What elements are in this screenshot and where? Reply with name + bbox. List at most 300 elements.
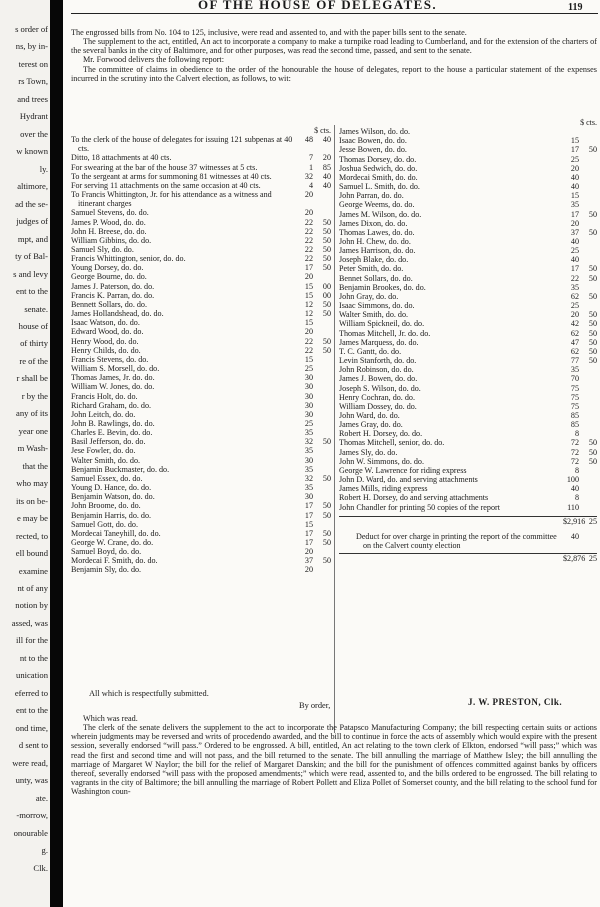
expense-row: [339, 356, 597, 365]
expense-row: [71, 346, 331, 355]
dollars: 17: [304, 263, 313, 273]
dollars: 12: [304, 299, 313, 309]
dollars: 40: [570, 531, 579, 541]
payee-name: Henry Childs, do. do.: [71, 345, 141, 355]
dollars: 37: [570, 227, 579, 237]
fragment-line: ell bound: [15, 548, 48, 559]
cents: 50: [322, 263, 331, 273]
dollars: 8: [574, 493, 579, 503]
expense-row: [71, 337, 331, 346]
cents: 25: [588, 516, 597, 526]
dollars: 30: [304, 455, 313, 465]
dollars: 17: [304, 510, 313, 520]
cents: 40: [322, 180, 331, 190]
dollars: 47: [570, 337, 579, 347]
payee-name: Joshua Sedwich, do. do.: [339, 163, 418, 173]
expense-row: [71, 410, 331, 419]
dollars: 100: [566, 475, 579, 485]
fragment-line: house of: [18, 320, 48, 331]
cents: 40: [322, 135, 331, 145]
dollars: 4: [308, 180, 313, 190]
fragment-line: unication: [16, 670, 48, 681]
payee-name: Jese Fowler, do. do.: [71, 446, 136, 456]
expense-row: [71, 272, 331, 281]
cents: 50: [588, 319, 597, 329]
payee-name: John Leitch, do. do.: [71, 409, 136, 419]
payee-name: Robert H. Dorsey, do and serving attachments: [339, 493, 489, 503]
expense-row: [339, 228, 597, 237]
dollars: 7: [308, 153, 313, 163]
cents: 40: [322, 171, 331, 181]
dollars: 17: [304, 528, 313, 538]
expense-row: [71, 245, 331, 254]
fragment-line: assed, was: [11, 617, 48, 628]
fragment-line: who may: [16, 478, 48, 489]
payee-name: Thomas Lawes, do. do.: [339, 227, 415, 237]
dollars: 8: [574, 429, 579, 439]
expense-row: [339, 384, 597, 393]
cents: 50: [588, 328, 597, 338]
expense-row: [71, 456, 331, 465]
payee-name: Walter Smith, do. do.: [339, 310, 409, 320]
cents: 50: [322, 245, 331, 255]
payee-name: For swearing at the bar of the house 37 witnesses at 5 cts.: [71, 162, 258, 172]
cents: 50: [322, 309, 331, 319]
paragraph: The supplement to the act, entitled, An act to incorporate a company to make a turnpike road leading to Cumberland, and for the extension of the charters of the several banks in the city of Baltimore, and for other purposes, was read the second time, passed, and sent to the senate.: [71, 37, 597, 56]
dollars: 17: [570, 209, 579, 219]
payee-name: John D. Ward, do. and serving attachments: [339, 475, 478, 485]
payee-name: William Spickneil, do. do.: [339, 319, 425, 329]
cents: 50: [322, 501, 331, 511]
dollars: 22: [304, 336, 313, 346]
cents: 50: [588, 227, 597, 237]
payee-name: To Francis Whittington, Jr. for his attendance as a witness and itinerant charges: [71, 190, 272, 209]
previous-page-fragment: [0, 0, 50, 907]
payee-name: James Dixon, do. do.: [339, 218, 408, 228]
payee-name: Ditto, 18 attachments at 40 cts.: [71, 153, 172, 163]
dollars: 22: [304, 245, 313, 255]
expense-row: [71, 218, 331, 227]
payee-name: Joseph S. Wilson, do. do.: [339, 383, 421, 393]
fragment-line: ad the se-: [15, 198, 48, 209]
cents: 50: [588, 438, 597, 448]
dollars: 72: [570, 438, 579, 448]
payee-name: Isaac Watson, do. do.: [71, 318, 140, 328]
payee-name: Benjamin Brookes, do. do.: [339, 282, 426, 292]
dollars: 22: [304, 217, 313, 227]
payee-name: Samuel Sly, do. do.: [71, 245, 134, 255]
cents: 50: [322, 235, 331, 245]
dollars: 42: [570, 319, 579, 329]
dollars: 20: [570, 310, 579, 320]
cents: 85: [322, 162, 331, 172]
fragment-line: onourable: [13, 827, 48, 838]
payee-name: To the sergeant at arms for summoning 81 witnesses at 40 cts.: [71, 171, 272, 181]
expense-row: [339, 374, 597, 383]
expense-row: [71, 300, 331, 309]
payee-name: Benjamin Buckmaster, do. do.: [71, 464, 170, 474]
payee-name: William W. Jones, do. do.: [71, 382, 155, 392]
expense-row: [339, 329, 597, 338]
fragment-line: senate.: [24, 303, 48, 314]
expense-row: [339, 338, 597, 347]
dollars: 22: [304, 235, 313, 245]
payee-name: To the clerk of the house of delegates for issuing 121 subpenas at 40 cts.: [71, 135, 293, 154]
cents: 50: [322, 254, 331, 264]
dollars: 75: [570, 383, 579, 393]
payee-name: Benjamin Sly, do. do.: [71, 565, 142, 575]
cents: 50: [588, 145, 597, 155]
expense-row: [71, 392, 331, 401]
expense-row: [71, 538, 331, 547]
expense-row: [339, 274, 597, 283]
cents: 50: [322, 299, 331, 309]
payee-name: James Harrison, do. do.: [339, 246, 416, 256]
expense-row: [339, 246, 597, 255]
cents: 50: [322, 473, 331, 483]
cents: 50: [322, 556, 331, 566]
payee-name: James Wilson, do. do.: [339, 127, 411, 137]
payee-name: James J. Paterson, do. do.: [71, 281, 155, 291]
cents: 50: [322, 345, 331, 355]
dollars: 72: [570, 456, 579, 466]
payee-name: John W. Simmons, do. do.: [339, 456, 424, 466]
dollars: 20: [570, 218, 579, 228]
fragment-line: its on be-: [16, 495, 48, 506]
payee-name: Levin Stanforth, do. do.: [339, 356, 417, 366]
dollars: 30: [304, 373, 313, 383]
fragment-line: -morrow,: [16, 810, 48, 821]
expense-row: [71, 511, 331, 520]
dollars: 37: [304, 556, 313, 566]
header-rule: [71, 13, 598, 14]
fragment-line: nt to the: [19, 652, 48, 663]
dollars: 35: [304, 483, 313, 493]
expense-row: [71, 208, 331, 217]
dollars: 62: [570, 291, 579, 301]
expense-row: [339, 301, 597, 310]
expense-row: [71, 446, 331, 455]
cents: 25: [588, 554, 597, 564]
cents: 50: [322, 336, 331, 346]
expense-row: [339, 237, 597, 246]
dollars: 25: [570, 154, 579, 164]
payee-name: Isaac Bowen, do. do.: [339, 136, 407, 146]
fragment-line: notion by: [15, 600, 48, 611]
expense-row: [71, 483, 331, 492]
payee-name: James P. Wood, do. do.: [71, 217, 146, 227]
dollars: 75: [570, 401, 579, 411]
dollars: 15: [304, 281, 313, 291]
payee-name: Benjamin Watson, do. do.: [71, 492, 155, 502]
submitted-line: All which is respectfully submitted.: [89, 689, 209, 698]
payee-name: John B. Rawlings, do. do.: [71, 418, 155, 428]
fragment-line: d sent to: [18, 740, 48, 751]
cents: 50: [588, 264, 597, 274]
expense-row: [71, 181, 331, 190]
payee-name: John H. Breese, do. do.: [71, 226, 147, 236]
dollars: 77: [570, 356, 579, 366]
dollars: 35: [304, 464, 313, 474]
expense-row: [339, 420, 597, 429]
fragment-line: re of the: [19, 355, 48, 366]
dollars: 40: [570, 182, 579, 192]
payee-name: Benjamin Harris, do. do.: [71, 510, 152, 520]
expense-row: [339, 200, 597, 209]
dollars: 22: [570, 273, 579, 283]
expense-row: [71, 401, 331, 410]
expense-row: [71, 419, 331, 428]
payee-name: John Chandler for printing 50 copies of the report: [339, 502, 500, 512]
payee-name: Henry Wood, do. do.: [71, 336, 139, 346]
payee-name: James Marquess, do. do.: [339, 337, 419, 347]
column-divider: [334, 125, 335, 733]
dollars: 17: [570, 145, 579, 155]
expense-row: [71, 492, 331, 501]
payee-name: Samuel Gott, do. do.: [71, 519, 138, 529]
fragment-line: r shall be: [16, 373, 48, 384]
payee-name: John Broome, do. do.: [71, 501, 141, 511]
cents: 50: [588, 456, 597, 466]
expense-row: [339, 283, 597, 292]
fragment-line: any of its: [16, 408, 48, 419]
payee-name: Thomas Mitchell, senior, do. do.: [339, 438, 445, 448]
expense-row: [339, 438, 597, 447]
dollars: 110: [567, 502, 579, 512]
payee-name: Bennet Sollars, do. do.: [339, 273, 413, 283]
cents: 00: [322, 281, 331, 291]
cents: 50: [322, 510, 331, 520]
dollars: 20: [304, 208, 313, 218]
dollars: 25: [570, 301, 579, 311]
fragment-line: terest on: [18, 58, 48, 69]
dollars: 72: [570, 447, 579, 457]
dollars: 12: [304, 309, 313, 319]
payee-name: George Weems, do. do.: [339, 200, 415, 210]
payee-name: James Mills, riding express: [339, 484, 428, 494]
expense-row: [339, 411, 597, 420]
payee-name: James Sly, do. do.: [339, 447, 398, 457]
expense-row: [339, 219, 597, 228]
paragraph: Mr. Forwood delivers the following report:: [83, 55, 224, 65]
expense-row: [71, 163, 331, 172]
payee-name: James J. Bowen, do. do.: [339, 374, 418, 384]
fragment-line: mpt, and: [17, 233, 48, 244]
dollars: 40: [570, 484, 579, 494]
payee-name: John Parran, do. do.: [339, 191, 404, 201]
cents: 50: [588, 310, 597, 320]
fragment-line: ent to the: [16, 705, 48, 716]
expense-row: [71, 565, 331, 574]
dollars: 15: [304, 290, 313, 300]
expense-row: [71, 227, 331, 236]
cents: 00: [322, 290, 331, 300]
fragment-line: were read,: [12, 757, 48, 768]
dollars: 35: [570, 200, 579, 210]
page-number: 119: [568, 2, 583, 13]
fragment-line: judges of: [16, 216, 48, 227]
expense-row: [71, 382, 331, 391]
expense-row: [339, 136, 597, 145]
payee-name: William Dossey, do. do.: [339, 401, 417, 411]
expense-row: [339, 210, 597, 219]
expense-row: [339, 503, 597, 512]
payee-name: Samuel Boyd, do. do.: [71, 547, 142, 557]
payee-name: William Gibbins, do. do.: [71, 235, 152, 245]
fragment-line: m Wash-: [17, 443, 48, 454]
intro-text: [71, 28, 597, 83]
dollars: 15: [304, 354, 313, 364]
expense-row: [339, 127, 597, 136]
expense-row: [71, 153, 331, 162]
expense-list-right: [339, 118, 597, 563]
fragment-line: that the: [22, 460, 48, 471]
dollars: 1: [308, 162, 313, 172]
expense-row: [339, 292, 597, 301]
cents: 50: [322, 437, 331, 447]
cents: 50: [322, 528, 331, 538]
cents: 50: [588, 337, 597, 347]
payee-name: John Ward, do. do.: [339, 410, 400, 420]
fragment-line: w known: [16, 146, 48, 157]
dollars: 20: [304, 190, 313, 200]
expense-row: [71, 547, 331, 556]
expense-row: [339, 457, 597, 466]
payee-name: Jesse Bowen, do. do.: [339, 145, 407, 155]
expense-row: [339, 347, 597, 356]
expense-row: [71, 327, 331, 336]
paragraph: The clerk of the senate delivers the supplement to the act to incorporate the Patapsco Manufacturing Company; the bill respecting certain suits or actions wherein judgments may be reversed and writs of procedendo awarded, and the bill to continue in force the acts of assembly which would expire with the present session, severally endorsed “will pass.” Ordered to be engrossed. A bill, entitled, An act relating to the town clerk of Elkton, endorsed “will pass;” which was read the first and second time and will not pass, and the bill returned to the senate. The bill annulling the marriage of Matthew Isley; the bill annulling the marriage of Margaret W Naylor; the bill for the relief of Margaret Danskin; and the bill for the punishment of offences committed against banks by officers thereof, severally endorsed “will pass with the proposed amendments;” which were read, assented to, and the bills ordered to be engrossed. The bill relating to vagrants in the city of Baltimore; the bill annulling the marriage of Robert Pollett and Eliza Pollet of Somerset county, and the bill relating to the school fund for Washington coun-: [71, 723, 597, 797]
payee-name: Bennett Sollars, do. do.: [71, 299, 147, 309]
dollars: 62: [570, 328, 579, 338]
cents: 50: [588, 209, 597, 219]
expense-row: [339, 365, 597, 374]
payee-name: Basil Jefferson, do. do.: [71, 437, 146, 447]
payee-name: Walter Smith, do. do.: [71, 455, 141, 465]
dollars-cents-header: $ cts.: [314, 126, 331, 135]
expense-row: [71, 190, 331, 208]
expense-row: [339, 310, 597, 319]
dollars: 20: [304, 547, 313, 557]
fragment-line: unty, was: [15, 775, 48, 786]
dollars: 85: [570, 420, 579, 430]
payee-name: T. C. Gantt, do. do.: [339, 346, 402, 356]
cents: 50: [588, 273, 597, 283]
expense-row: [339, 493, 597, 502]
fragment-line: over the: [20, 128, 48, 139]
payee-name: John Gray, do. do.: [339, 291, 399, 301]
cents: 50: [322, 226, 331, 236]
dollars: 17: [304, 501, 313, 511]
dollars: 20: [570, 163, 579, 173]
payee-name: Peter Smith, do. do.: [339, 264, 404, 274]
fragment-line: rs Town,: [18, 76, 48, 87]
dollars: 20: [304, 272, 313, 282]
fragment-line: g.: [41, 845, 48, 856]
payee-name: George W. Crane, do. do.: [71, 538, 154, 548]
dollars: 32: [304, 437, 313, 447]
fragment-line: r by the: [21, 390, 48, 401]
dollars: 22: [304, 226, 313, 236]
payee-name: John H. Chew, do. do.: [339, 237, 411, 247]
total-row: [339, 553, 597, 563]
expense-row: [339, 466, 597, 475]
dollars: $2,876: [563, 554, 586, 564]
expense-row: [339, 191, 597, 200]
payee-name: Samuel Stevens, do. do.: [71, 208, 149, 218]
cents: 20: [322, 153, 331, 163]
payee-name: Joseph Blake, do. do.: [339, 255, 409, 265]
dollars: 32: [304, 473, 313, 483]
payee-name: Mordecai Smith, do. do.: [339, 172, 418, 182]
expense-row: [339, 264, 597, 273]
dollars: 8: [574, 465, 579, 475]
dollars: 17: [570, 264, 579, 274]
expense-row: [339, 475, 597, 484]
fragment-line: rected, to: [16, 530, 48, 541]
dollars: 15: [304, 318, 313, 328]
expense-row: [71, 135, 331, 153]
dollars: 40: [570, 172, 579, 182]
payee-name: Young D. Hance, do. do.: [71, 483, 152, 493]
cents: 50: [588, 291, 597, 301]
payee-name: James M. Wilson, do. do.: [339, 209, 422, 219]
paragraph: Which was read.: [83, 714, 138, 723]
payee-name: Mordecai Taneyhill, do. do.: [71, 528, 161, 538]
dollars: 15: [570, 136, 579, 146]
payee-name: Francis K. Parran, do. do.: [71, 290, 155, 300]
payee-name: Thomas Mitchell, Jr. do. do.: [339, 328, 431, 338]
expense-row: [339, 484, 597, 493]
closing-text: [71, 714, 597, 796]
total-row: [339, 516, 597, 526]
fragment-line: eferred to: [14, 687, 48, 698]
dollars: 25: [304, 418, 313, 428]
dollars: 85: [570, 410, 579, 420]
payee-name: Thomas Dorsey, do. do.: [339, 154, 417, 164]
payee-name: Edward Wood, do. do.: [71, 327, 144, 337]
dollars: 20: [304, 565, 313, 575]
paragraph: The engrossed bills from No. 104 to 125, inclusive, were read and assented to, and with the paper bills sent to the senate.: [71, 28, 467, 37]
cents: 50: [588, 356, 597, 366]
dollars-cents-header: $ cts.: [580, 118, 597, 127]
fragment-line: of thirty: [20, 338, 48, 349]
cents: 50: [588, 447, 597, 457]
payee-name: Robert H. Dorsey, do. do.: [339, 429, 423, 439]
fragment-line: Hydrant: [19, 111, 48, 122]
cents: 50: [322, 538, 331, 548]
fragment-line: altimore,: [17, 181, 48, 192]
fragment-line: ns, by in-: [15, 41, 48, 52]
dollars: 20: [304, 327, 313, 337]
cents: 50: [588, 346, 597, 356]
dollars: 22: [304, 345, 313, 355]
dollars: 30: [304, 409, 313, 419]
expense-row: [71, 254, 331, 263]
expense-row: [339, 173, 597, 182]
fragment-line: examine: [18, 565, 48, 576]
document-page: [63, 0, 600, 907]
dollars: 35: [570, 365, 579, 375]
running-header: OF THE HOUSE OF DELEGATES.: [198, 0, 438, 12]
payee-name: William S. Morsell, do. do.: [71, 364, 160, 374]
dollars: 22: [304, 254, 313, 264]
expense-row: [339, 402, 597, 411]
page-gutter: [50, 0, 63, 907]
expense-row: [339, 164, 597, 173]
expense-row: [339, 182, 597, 191]
expense-row: [71, 282, 331, 291]
